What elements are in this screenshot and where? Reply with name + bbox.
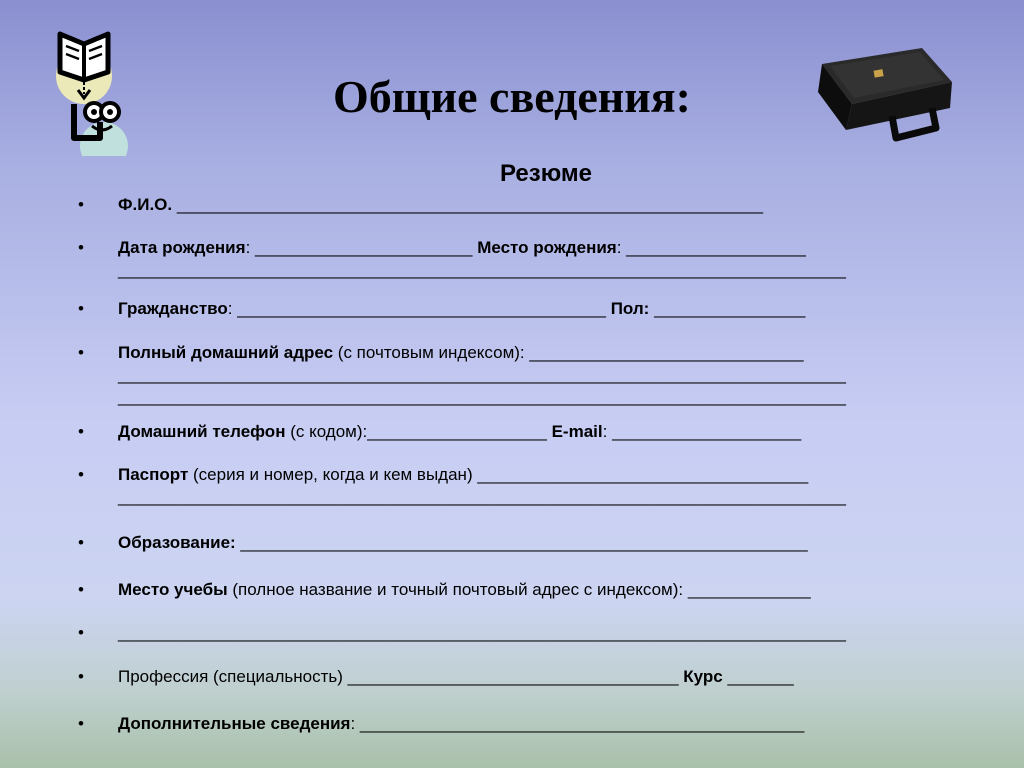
bullet: • (78, 580, 84, 599)
field-label: Курс (683, 667, 723, 686)
bullet: • (78, 667, 84, 686)
field-blank: (с почтовым индексом): _____________________________ (333, 343, 804, 362)
field-blank: ______________________________________________________________ (172, 195, 764, 214)
field-blank: ____________________________________________________________ (235, 533, 808, 552)
field-label: Паспорт (118, 465, 189, 484)
field-label: Место рождения (477, 238, 617, 257)
field-blank: _____________________________________________________________________________ (118, 623, 847, 642)
page-title: Общие сведения: (332, 71, 691, 122)
field-blank: : ___________________ (616, 238, 806, 257)
field-label: Профессия (специальность) ___________________________________ (118, 667, 684, 686)
field-label: Гражданство (118, 299, 228, 318)
field-blank: : _______________________ (245, 238, 478, 257)
field-label: Пол: (610, 299, 650, 318)
field-blank: : _______________________________________________ (350, 714, 805, 733)
field-blank: : ____________________ (602, 422, 802, 441)
field-blank: (полное название и точный почтовый адрес с индексом): _____________ (227, 580, 811, 599)
field-label: Дополнительные сведения (118, 714, 351, 733)
field-blank: _____________________________________________________________________________ (118, 387, 847, 406)
bullet: • (78, 422, 84, 441)
field-label: Дата рождения (118, 238, 246, 257)
field-blank: (с кодом):___________________ (285, 422, 552, 441)
field-label: Домашний телефон (118, 422, 286, 441)
field-blank: (серия и номер, когда и кем выдан) ___________________________________ (188, 465, 809, 484)
field-blank: _____________________________________________________________________________ (118, 487, 847, 506)
field-label: Ф.И.О. (118, 195, 173, 214)
bullet: • (78, 238, 84, 257)
field-blank: _____________________________________________________________________________ (118, 365, 847, 384)
field-label: E-mail (551, 422, 603, 441)
bullet: • (78, 299, 84, 318)
bullet: • (78, 533, 84, 552)
field-blank: _______ (722, 667, 794, 686)
bullet: • (78, 195, 84, 214)
field-blank: : _______________________________________ (227, 299, 611, 318)
bullet: • (78, 714, 84, 733)
field-label: Образование: (118, 533, 236, 552)
field-label: Место учебы (118, 580, 228, 599)
field-blank: ________________ (649, 299, 806, 318)
bullet: • (78, 465, 84, 484)
bullet: • (78, 343, 84, 362)
bullet: • (78, 623, 84, 642)
page-subtitle: Резюме (500, 160, 592, 187)
field-blank: _____________________________________________________________________________ (118, 260, 847, 279)
field-label: Полный домашний адрес (118, 343, 334, 362)
